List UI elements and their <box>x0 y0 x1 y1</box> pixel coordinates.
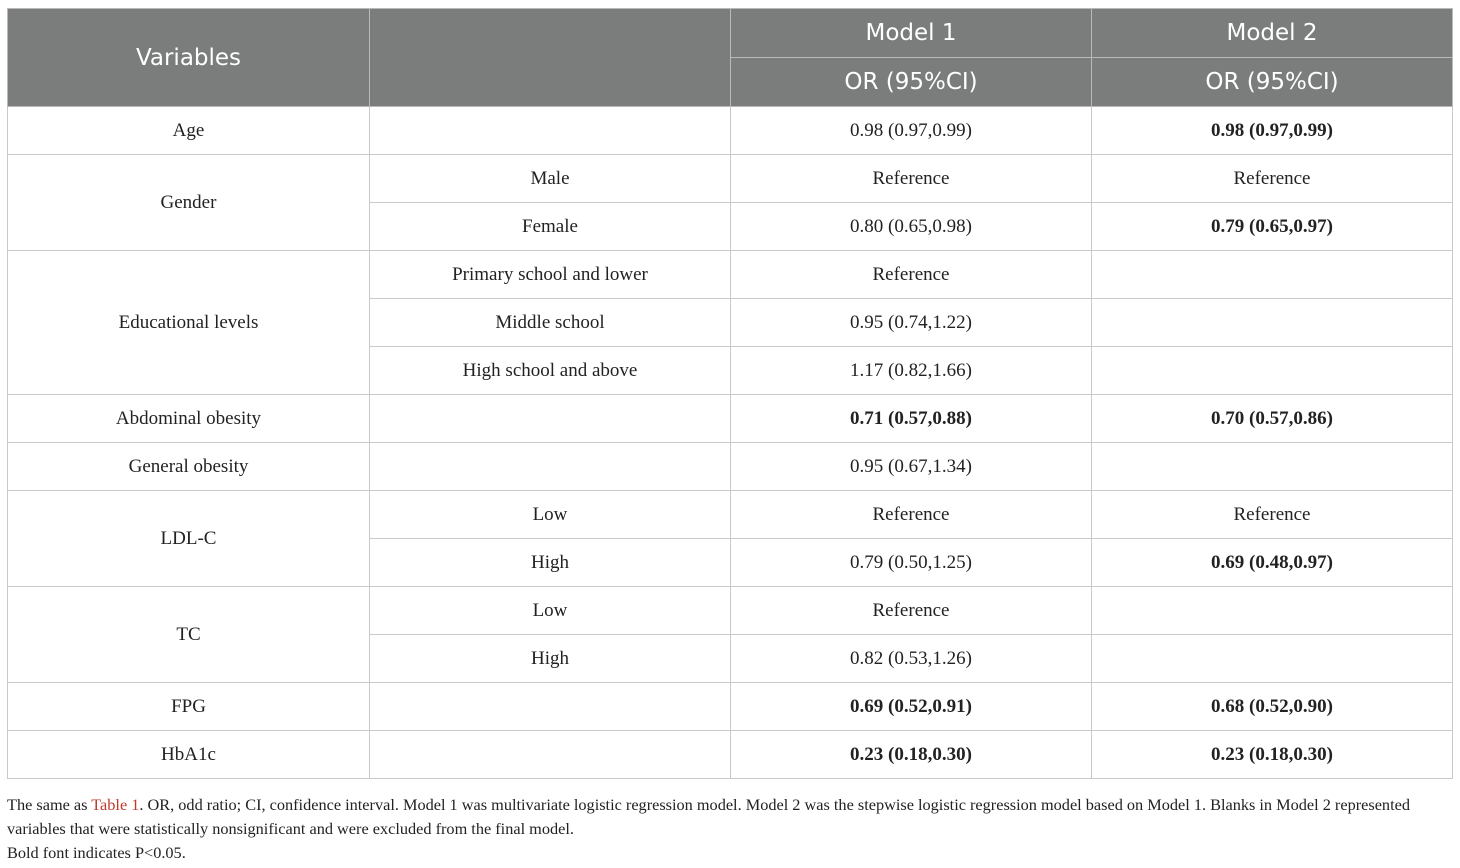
cell-age-m1: 0.98 (0.97,0.99) <box>731 107 1092 155</box>
cell-empty <box>1092 251 1453 299</box>
table-row <box>8 155 1453 203</box>
cell-empty <box>1092 299 1453 347</box>
table-row <box>8 491 1453 539</box>
table1-link[interactable]: Table 1 <box>91 795 140 814</box>
cell-gender-female-m2: 0.79 (0.65,0.97) <box>1092 203 1453 251</box>
cell-ldl-high-m1: 0.79 (0.50,1.25) <box>731 539 1092 587</box>
row-label-ldl: LDL-C <box>8 491 370 587</box>
row-label-hba1c: HbA1c <box>8 731 370 779</box>
cell-hba1c-m2: 0.23 (0.18,0.30) <box>1092 731 1453 779</box>
cell-empty <box>370 107 731 155</box>
table-row <box>8 251 1453 299</box>
row-label-general: General obesity <box>8 443 370 491</box>
cell-gender-male-m2: Reference <box>1092 155 1453 203</box>
regression-table-container <box>7 8 1452 779</box>
footnote-bold-note: Bold font indicates P<0.05. <box>7 843 186 862</box>
sub-label-tc-high: High <box>370 635 731 683</box>
header-subgroup <box>370 9 731 107</box>
cell-empty <box>370 395 731 443</box>
cell-gender-male-m1: Reference <box>731 155 1092 203</box>
table-row <box>8 107 1453 155</box>
cell-edu-middle-m1: 0.95 (0.74,1.22) <box>731 299 1092 347</box>
cell-hba1c-m1: 0.23 (0.18,0.30) <box>731 731 1092 779</box>
row-label-tc: TC <box>8 587 370 683</box>
table-row <box>8 395 1453 443</box>
table-footnote <box>7 793 1455 865</box>
table-row <box>8 443 1453 491</box>
cell-ldl-low-m1: Reference <box>731 491 1092 539</box>
footnote-text <box>7 793 1455 841</box>
cell-abdominal-m1: 0.71 (0.57,0.88) <box>731 395 1092 443</box>
cell-empty <box>370 443 731 491</box>
row-label-abdominal: Abdominal obesity <box>8 395 370 443</box>
row-label-age: Age <box>8 107 370 155</box>
cell-tc-low-m1: Reference <box>731 587 1092 635</box>
sub-label-primary: Primary school and lower <box>370 251 731 299</box>
row-label-education: Educational levels <box>8 251 370 395</box>
footnote-rest: . OR, odd ratio; CI, confidence interval. Model 1 was multivariate logistic regression model. Model 2 was the stepwise logistic regression model based on Model 1. Blanks in Model 2 represented variables that were statistically nonsignificant and were excluded from the final model. <box>7 795 1410 838</box>
cell-empty <box>1092 347 1453 395</box>
table-row <box>8 683 1453 731</box>
sub-label-male: Male <box>370 155 731 203</box>
cell-empty <box>1092 635 1453 683</box>
cell-edu-primary-m1: Reference <box>731 251 1092 299</box>
row-label-gender: Gender <box>8 155 370 251</box>
cell-edu-high-m1: 1.17 (0.82,1.66) <box>731 347 1092 395</box>
regression-table <box>7 8 1453 779</box>
cell-general-m1: 0.95 (0.67,1.34) <box>731 443 1092 491</box>
cell-fpg-m1: 0.69 (0.52,0.91) <box>731 683 1092 731</box>
sub-label-tc-low: Low <box>370 587 731 635</box>
table-row <box>8 731 1453 779</box>
sub-label-ldl-low: Low <box>370 491 731 539</box>
cell-fpg-m2: 0.68 (0.52,0.90) <box>1092 683 1453 731</box>
row-label-fpg: FPG <box>8 683 370 731</box>
table-header <box>8 9 1453 107</box>
cell-abdominal-m2: 0.70 (0.57,0.86) <box>1092 395 1453 443</box>
cell-gender-female-m1: 0.80 (0.65,0.98) <box>731 203 1092 251</box>
sub-label-ldl-high: High <box>370 539 731 587</box>
sub-label-high: High school and above <box>370 347 731 395</box>
footnote-prefix: The same as <box>7 795 92 814</box>
sub-label-middle: Middle school <box>370 299 731 347</box>
table-row <box>8 587 1453 635</box>
header-model1-or: OR (95%CI) <box>731 58 1092 107</box>
cell-age-m2: 0.98 (0.97,0.99) <box>1092 107 1453 155</box>
header-model1: Model 1 <box>731 9 1092 58</box>
sub-label-female: Female <box>370 203 731 251</box>
header-model2-or: OR (95%CI) <box>1092 58 1453 107</box>
cell-empty <box>1092 443 1453 491</box>
header-variables: Variables <box>8 9 370 107</box>
cell-empty <box>370 731 731 779</box>
cell-ldl-low-m2: Reference <box>1092 491 1453 539</box>
header-model2: Model 2 <box>1092 9 1453 58</box>
cell-empty <box>1092 587 1453 635</box>
cell-ldl-high-m2: 0.69 (0.48,0.97) <box>1092 539 1453 587</box>
cell-tc-high-m1: 0.82 (0.53,1.26) <box>731 635 1092 683</box>
cell-empty <box>370 683 731 731</box>
table-body <box>8 107 1453 779</box>
